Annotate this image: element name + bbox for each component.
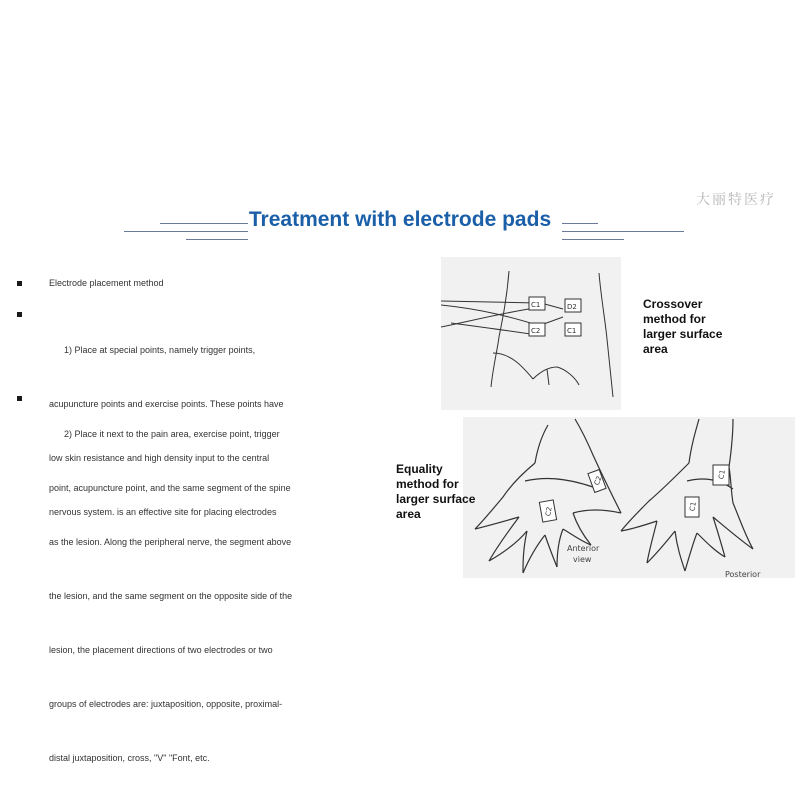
pad-label: C2	[592, 474, 604, 487]
pad-label: C1	[531, 301, 541, 309]
pad-label: D2	[567, 303, 577, 311]
bullet-line: acupuncture points and exercise points. These points have	[49, 399, 284, 409]
bullet-line: low skin resistance and high density input to the central	[49, 453, 270, 463]
equality-caption: Equality method for larger surface area	[396, 462, 476, 521]
posterior-label: Posterior	[725, 570, 761, 578]
title-right-line-3	[562, 239, 624, 240]
bullet-marker	[17, 396, 22, 401]
bullet-item-1	[49, 274, 164, 292]
bullet-marker	[17, 281, 22, 286]
bullet-line: point, acupuncture point, and the same segment of the spine	[49, 483, 291, 493]
hands-illustration	[463, 417, 795, 578]
bullet-line: 2) Place it next to the pain area, exercise point, trigger	[49, 429, 280, 439]
equality-hands-figure	[463, 417, 795, 578]
bullet-line: distal juxtaposition, cross, "V" "Font, etc.	[49, 753, 210, 763]
crossover-back-figure	[441, 257, 621, 410]
page-title: Treatment with electrode pads	[248, 208, 552, 231]
corner-brand-text: 大丽特医疗	[696, 192, 776, 208]
bullet-line: lesion, the placement directions of two electrodes or two	[49, 645, 273, 655]
pad-label: C1	[717, 469, 727, 480]
bullet-line: nervous system. is an effective site for placing electrodes	[49, 507, 277, 517]
bullet-item-3	[49, 389, 292, 785]
bullet-line: Electrode placement method	[49, 278, 164, 288]
anterior-label: Anterior	[567, 544, 600, 553]
pad-label: C1	[567, 327, 577, 335]
pad-label: C2	[531, 327, 541, 335]
bullet-marker	[17, 312, 22, 317]
bullet-line: as the lesion. Along the peripheral nerve, the segment above	[49, 537, 292, 547]
pad-label: C1	[688, 501, 698, 512]
back-illustration	[441, 257, 621, 410]
title-left-line-3	[186, 239, 248, 240]
bullet-line: the lesion, and the same segment on the opposite side of the	[49, 591, 293, 601]
electrode-pads	[529, 297, 581, 336]
view-label: view	[573, 555, 592, 564]
crossover-caption: Crossover method for larger surface area	[643, 297, 723, 356]
bullet-line: 1) Place at special points, namely trigger points,	[49, 345, 256, 355]
pad-label: C2	[544, 506, 554, 517]
anterior-electrode-pads	[539, 470, 606, 523]
posterior-electrode-pads	[685, 465, 729, 517]
bullet-line: groups of electrodes are: juxtaposition, opposite, proximal-	[49, 699, 283, 709]
